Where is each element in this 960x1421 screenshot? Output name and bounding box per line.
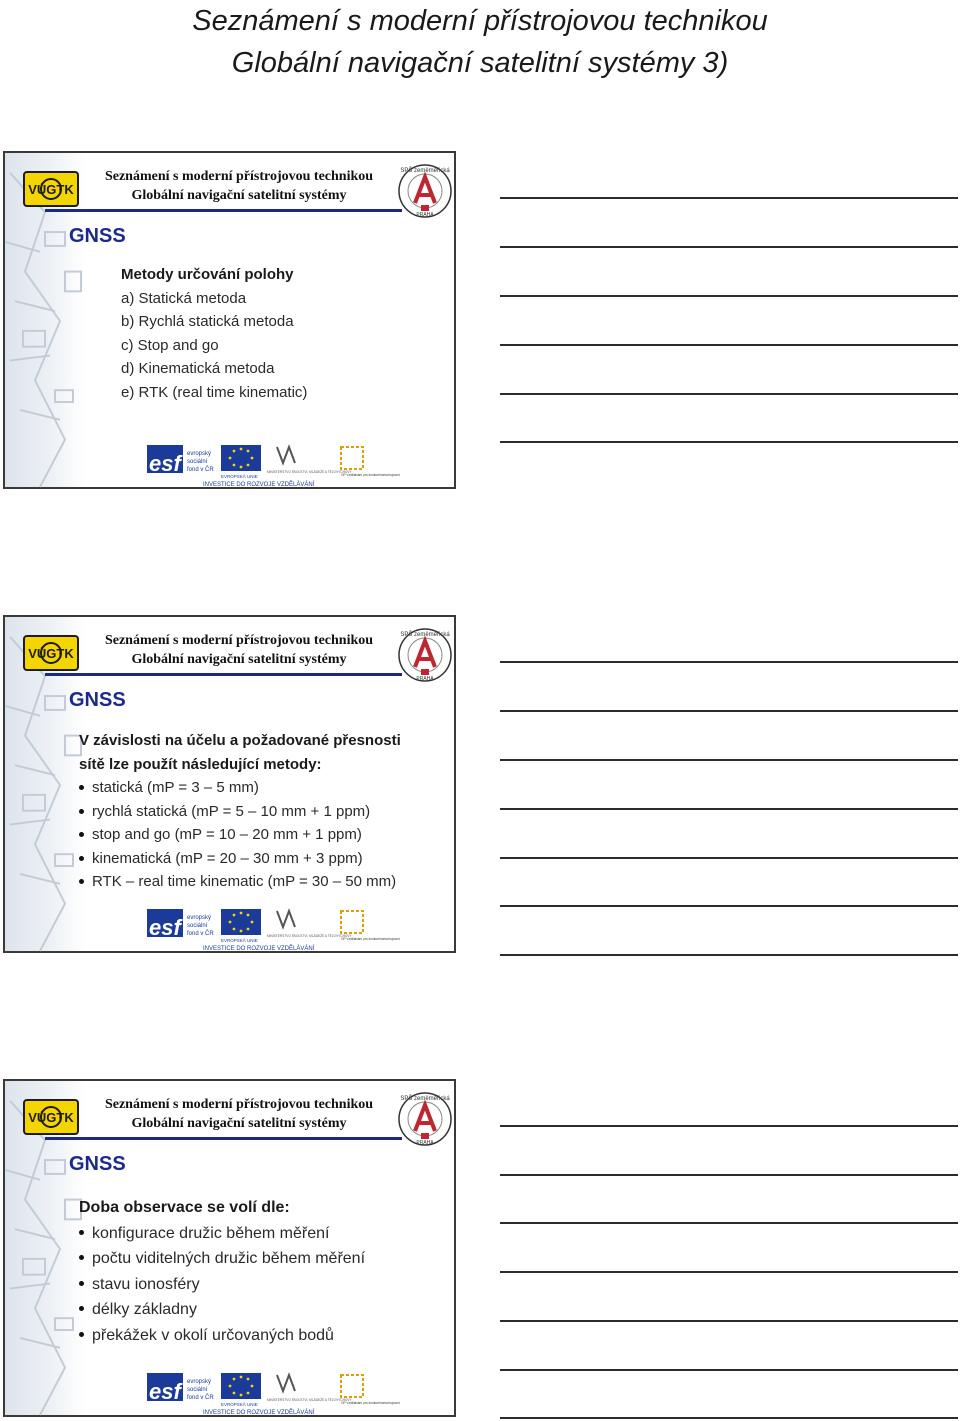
header-line2: Globální navigační satelitní systémy (131, 188, 347, 203)
method-item: c) Stop and go (121, 336, 219, 354)
school-seal-icon (397, 1091, 453, 1147)
note-line (500, 1417, 958, 1419)
list-item: kinematická (mP = 20 – 30 mm + 3 ppm) (79, 847, 449, 871)
slide-2 (3, 615, 456, 953)
slide-1 (3, 151, 456, 489)
header-rule (45, 209, 402, 212)
svg-text:MINISTERSTVO ŠKOLSTVÍ, MLÁDEŽE: MINISTERSTVO ŠKOLSTVÍ, MLÁDEŽE A TĚLOVÝCHOVY (267, 934, 352, 938)
note-line (500, 1320, 958, 1322)
svg-text:EVROPSKÁ UNIE: EVROPSKÁ UNIE (221, 474, 258, 479)
note-line (500, 393, 958, 395)
msmt-logo-icon (277, 911, 295, 927)
esf-logo: esf (149, 451, 181, 476)
note-line (500, 246, 958, 248)
slide-1-heading: Metody určování polohy (121, 266, 294, 283)
svg-text:SPŠ zeměměřická: SPŠ zeměměřická (400, 168, 450, 174)
slide-2-heading-line2: sítě lze použít následující metody: (79, 755, 322, 773)
svg-text:VÚGTK: VÚGTK (28, 646, 74, 661)
note-line (500, 1174, 958, 1176)
list-item: překážek v okolí určovaných bodů (79, 1323, 449, 1349)
note-line (500, 710, 958, 712)
svg-text:EVROPSKÁ UNIE: EVROPSKÁ UNIE (221, 1402, 258, 1407)
list-item: počtu viditelných družic během měření (79, 1246, 449, 1272)
method-item: d) Kinematická metoda (121, 360, 275, 377)
vugtk-logo-icon (25, 1101, 77, 1133)
note-line (500, 441, 958, 443)
list-item: rychlá statická (mP = 5 – 10 mm + 1 ppm) (79, 800, 449, 824)
header-line2: Globální navigační satelitní systémy (131, 652, 347, 667)
svg-text:MINISTERSTVO ŠKOLSTVÍ, MLÁDEŽE: MINISTERSTVO ŠKOLSTVÍ, MLÁDEŽE A TĚLOVÝCHOVY (267, 470, 352, 474)
slide-header-text (89, 167, 389, 205)
list-item: délky základny (79, 1297, 449, 1323)
list-item: stavu ionosféry (79, 1272, 449, 1298)
msmt-logo-icon (277, 1375, 295, 1391)
svg-text:OP Vzdělávání pro konkurencesc: OP Vzdělávání pro konkurenceschopnost (341, 473, 400, 477)
vugtk-logo-icon (25, 637, 77, 669)
esf-logo: esf (149, 1379, 181, 1404)
note-line (500, 661, 958, 663)
svg-text:VÚGTK: VÚGTK (28, 182, 74, 197)
funding-logos (145, 443, 400, 488)
header-rule (45, 673, 402, 676)
header-rule (45, 1137, 402, 1140)
slide-2-content (79, 729, 449, 894)
page-title-line1: Seznámení s moderní přístrojovou technikou (192, 5, 768, 37)
svg-text:MINISTERSTVO ŠKOLSTVÍ, MLÁDEŽE: MINISTERSTVO ŠKOLSTVÍ, MLÁDEŽE A TĚLOVÝCHOVY (267, 1398, 352, 1402)
svg-text:SPŠ zeměměřická: SPŠ zeměměřická (400, 1096, 450, 1102)
svg-text:fond v ČR: fond v ČR (187, 931, 214, 937)
note-line (500, 857, 958, 859)
esf-logo: esf (149, 915, 181, 940)
svg-text:OP Vzdělávání pro konkurencesc: OP Vzdělávání pro konkurenceschopnost (341, 937, 400, 941)
svg-text:sociální: sociální (187, 459, 208, 465)
list-item: konfigurace družic během měření (79, 1221, 449, 1247)
page-title-line2: Globální navigační satelitní systémy 3) (231, 47, 729, 79)
vugtk-logo (23, 171, 79, 207)
note-line (500, 808, 958, 810)
svg-text:evropský: evropský (187, 915, 212, 921)
note-line (500, 295, 958, 297)
svg-text:sociální: sociální (187, 1387, 208, 1393)
section-label: GNSS (69, 225, 126, 247)
svg-text:fond v ČR: fond v ČR (187, 1395, 214, 1401)
header-line1: Seznámení s moderní přístrojovou technikou (104, 633, 374, 648)
list-item: stop and go (mP = 10 – 20 mm + 1 ppm) (79, 823, 449, 847)
section-label: GNSS (69, 689, 126, 711)
note-line (500, 344, 958, 346)
svg-text:INVESTICE DO ROZVOJE VZDĚLÁVÁN: INVESTICE DO ROZVOJE VZDĚLÁVÁNÍ (203, 946, 315, 952)
funding-logos (145, 907, 400, 952)
svg-text:sociální: sociální (187, 923, 208, 929)
school-seal-icon (397, 627, 453, 683)
note-line (500, 1369, 958, 1371)
slide-3-content (79, 1195, 449, 1348)
section-label: GNSS (69, 1153, 126, 1175)
list-item: statická (mP = 3 – 5 mm) (79, 776, 449, 800)
funding-logos (145, 1371, 400, 1416)
slide-2-heading-line1: V závislosti na účelu a požadované přesnosti (79, 732, 401, 749)
svg-text:PRAHA: PRAHA (416, 676, 434, 682)
op-logo-icon (341, 911, 363, 933)
op-logo-icon (341, 1375, 363, 1397)
slide-1-content (121, 263, 471, 404)
slide-3 (3, 1079, 456, 1417)
svg-text:PRAHA: PRAHA (416, 212, 434, 218)
header-line1: Seznámení s moderní přístrojovou technikou (104, 169, 374, 184)
slide-header-text (89, 1095, 389, 1133)
slide-3-heading: Doba observace se volí dle: (79, 1199, 290, 1216)
note-line (500, 954, 958, 956)
note-line (500, 759, 958, 761)
method-item: e) RTK (real time kinematic) (121, 383, 308, 401)
vugtk-logo-icon (25, 173, 77, 205)
msmt-logo-icon (277, 447, 295, 463)
svg-text:evropský: evropský (187, 1379, 212, 1385)
note-line (500, 1271, 958, 1273)
svg-text:SPŠ zeměměřická: SPŠ zeměměřická (400, 632, 450, 638)
list-item: RTK – real time kinematic (mP = 30 – 50 mm) (79, 870, 449, 894)
observation-factors-list (79, 1221, 449, 1349)
svg-text:EVROPSKÁ UNIE: EVROPSKÁ UNIE (221, 938, 258, 943)
slide-header-text (89, 631, 389, 669)
note-line (500, 1222, 958, 1224)
method-item: b) Rychlá statická metoda (121, 313, 294, 330)
svg-text:fond v ČR: fond v ČR (187, 467, 214, 473)
svg-text:INVESTICE DO ROZVOJE VZDĚLÁVÁN: INVESTICE DO ROZVOJE VZDĚLÁVÁNÍ (203, 482, 315, 488)
vugtk-logo (23, 635, 79, 671)
svg-text:VÚGTK: VÚGTK (28, 1110, 74, 1125)
method-item: a) Statická metoda (121, 289, 247, 307)
svg-text:evropský: evropský (187, 451, 212, 457)
svg-text:OP Vzdělávání pro konkurencesc: OP Vzdělávání pro konkurenceschopnost (341, 1401, 400, 1405)
page-title (0, 0, 960, 84)
op-logo-icon (341, 447, 363, 469)
note-line (500, 905, 958, 907)
method-accuracy-list (79, 776, 449, 894)
header-line2: Globální navigační satelitní systémy (131, 1116, 347, 1131)
svg-text:PRAHA: PRAHA (416, 1140, 434, 1146)
vugtk-logo (23, 1099, 79, 1135)
school-seal-icon (397, 163, 453, 219)
note-line (500, 197, 958, 199)
note-line (500, 1125, 958, 1127)
header-line1: Seznámení s moderní přístrojovou technikou (104, 1097, 374, 1112)
svg-text:INVESTICE DO ROZVOJE VZDĚLÁVÁN: INVESTICE DO ROZVOJE VZDĚLÁVÁNÍ (203, 1410, 315, 1416)
